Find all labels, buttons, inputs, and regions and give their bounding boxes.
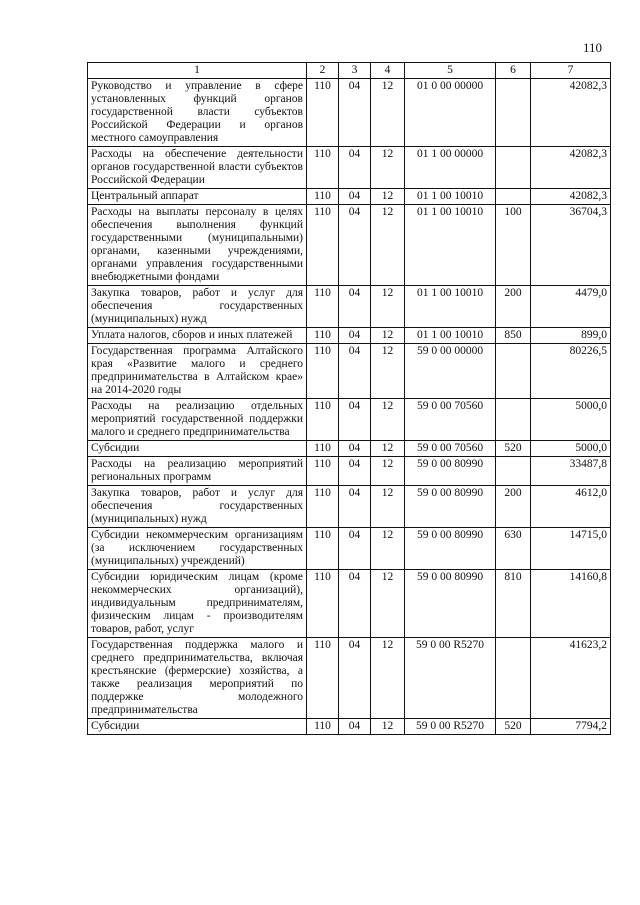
ministry-code-cell: 110: [307, 528, 339, 570]
expense-type-cell: 630: [496, 528, 531, 570]
table-row: [88, 528, 611, 570]
section-code-cell: 04: [339, 205, 371, 286]
section-code-cell: 04: [339, 570, 371, 638]
ministry-code-cell: 110: [307, 570, 339, 638]
table-row: [88, 205, 611, 286]
subsection-code-cell: 12: [371, 344, 405, 399]
amount-cell: 4612,0: [531, 486, 611, 528]
row-name-cell: Закупка товаров, работ и услуг для обеспечения государственных (муниципальных) нужд: [88, 286, 307, 328]
ministry-code-cell: 110: [307, 638, 339, 719]
amount-cell: 5000,0: [531, 399, 611, 441]
amount-cell: 41623,2: [531, 638, 611, 719]
ministry-code-cell: 110: [307, 328, 339, 344]
amount-cell: 42082,3: [531, 189, 611, 205]
expense-type-cell: [496, 638, 531, 719]
table-row: [88, 328, 611, 344]
subsection-code-cell: 12: [371, 399, 405, 441]
row-name-cell: Субсидии: [88, 441, 307, 457]
target-article-cell: 01 1 00 10010: [405, 286, 496, 328]
amount-cell: 42082,3: [531, 147, 611, 189]
section-code-cell: 04: [339, 286, 371, 328]
expense-type-cell: [496, 399, 531, 441]
subsection-code-cell: 12: [371, 528, 405, 570]
subsection-code-cell: 12: [371, 79, 405, 147]
table-row: [88, 441, 611, 457]
ministry-code-cell: 110: [307, 205, 339, 286]
row-name-cell: Расходы на обеспечение деятельности органов государственной власти субъектов Российской Федерации: [88, 147, 307, 189]
subsection-code-cell: 12: [371, 205, 405, 286]
section-code-cell: 04: [339, 528, 371, 570]
ministry-code-cell: 110: [307, 719, 339, 735]
table-row: [88, 286, 611, 328]
subsection-code-cell: 12: [371, 286, 405, 328]
row-name-cell: Государственная программа Алтайского края «Развитие малого и среднего предпринимательства в Алтайском крае» на 2014-2020 годы: [88, 344, 307, 399]
ministry-code-cell: 110: [307, 486, 339, 528]
target-article-cell: 01 1 00 10010: [405, 205, 496, 286]
section-code-cell: 04: [339, 486, 371, 528]
amount-cell: 7794,2: [531, 719, 611, 735]
expense-type-cell: [496, 79, 531, 147]
target-article-cell: 59 0 00 R5270: [405, 719, 496, 735]
row-name-cell: Расходы на реализацию мероприятий региональных программ: [88, 457, 307, 486]
amount-cell: 33487,8: [531, 457, 611, 486]
ministry-code-cell: 110: [307, 189, 339, 205]
column-header: 7: [531, 63, 611, 79]
amount-cell: 36704,3: [531, 205, 611, 286]
target-article-cell: 59 0 00 00000: [405, 344, 496, 399]
subsection-code-cell: 12: [371, 441, 405, 457]
row-name-cell: Расходы на выплаты персоналу в целях обеспечения выполнения функций государственными (муниципальными) органами, казенными учреждениями, органами управления государственными внебюджетными фондами: [88, 205, 307, 286]
amount-cell: 4479,0: [531, 286, 611, 328]
table-row: [88, 486, 611, 528]
target-article-cell: 01 1 00 00000: [405, 147, 496, 189]
target-article-cell: 59 0 00 R5270: [405, 638, 496, 719]
row-name-cell: Руководство и управление в сфере установленных функций органов государственной власти субъектов Российской Федерации и органов местного самоуправления: [88, 79, 307, 147]
subsection-code-cell: 12: [371, 570, 405, 638]
ministry-code-cell: 110: [307, 457, 339, 486]
row-name-cell: Субсидии некоммерческим организациям (за исключением государственных (муниципальных) учреждений): [88, 528, 307, 570]
section-code-cell: 04: [339, 399, 371, 441]
target-article-cell: 59 0 00 70560: [405, 441, 496, 457]
table-row: [88, 344, 611, 399]
expense-type-cell: 100: [496, 205, 531, 286]
table-row: [88, 79, 611, 147]
ministry-code-cell: 110: [307, 399, 339, 441]
amount-cell: 14160,8: [531, 570, 611, 638]
target-article-cell: 01 0 00 00000: [405, 79, 496, 147]
expense-type-cell: 520: [496, 719, 531, 735]
target-article-cell: 01 1 00 10010: [405, 328, 496, 344]
table-row: [88, 399, 611, 441]
section-code-cell: 04: [339, 189, 371, 205]
ministry-code-cell: 110: [307, 441, 339, 457]
budget-table: [87, 62, 611, 735]
row-name-cell: Субсидии: [88, 719, 307, 735]
amount-cell: 5000,0: [531, 441, 611, 457]
expense-type-cell: [496, 457, 531, 486]
row-name-cell: Субсидии юридическим лицам (кроме некоммерческих организаций), индивидуальным предпринимателям, физическим лицам - производителям товаров, работ, услуг: [88, 570, 307, 638]
ministry-code-cell: 110: [307, 286, 339, 328]
amount-cell: 899,0: [531, 328, 611, 344]
subsection-code-cell: 12: [371, 147, 405, 189]
ministry-code-cell: 110: [307, 147, 339, 189]
subsection-code-cell: 12: [371, 719, 405, 735]
row-name-cell: Уплата налогов, сборов и иных платежей: [88, 328, 307, 344]
expense-type-cell: 810: [496, 570, 531, 638]
subsection-code-cell: 12: [371, 638, 405, 719]
section-code-cell: 04: [339, 79, 371, 147]
column-header: 6: [496, 63, 531, 79]
table-row: [88, 189, 611, 205]
expense-type-cell: 200: [496, 486, 531, 528]
page-number: 110: [582, 40, 602, 55]
section-code-cell: 04: [339, 344, 371, 399]
column-header: 4: [371, 63, 405, 79]
row-name-cell: Закупка товаров, работ и услуг для обеспечения государственных (муниципальных) нужд: [88, 486, 307, 528]
row-name-cell: Центральный аппарат: [88, 189, 307, 205]
row-name-cell: Расходы на реализацию отдельных мероприятий государственной поддержки малого и среднего предпринимательства: [88, 399, 307, 441]
section-code-cell: 04: [339, 328, 371, 344]
subsection-code-cell: 12: [371, 486, 405, 528]
ministry-code-cell: 110: [307, 79, 339, 147]
section-code-cell: 04: [339, 457, 371, 486]
amount-cell: 80226,5: [531, 344, 611, 399]
target-article-cell: 59 0 00 70560: [405, 399, 496, 441]
table-row: [88, 638, 611, 719]
expense-type-cell: 520: [496, 441, 531, 457]
subsection-code-cell: 12: [371, 328, 405, 344]
table-row: [88, 719, 611, 735]
target-article-cell: 59 0 00 80990: [405, 457, 496, 486]
section-code-cell: 04: [339, 147, 371, 189]
table-row: [88, 147, 611, 189]
target-article-cell: 59 0 00 80990: [405, 528, 496, 570]
expense-type-cell: [496, 147, 531, 189]
expense-type-cell: [496, 189, 531, 205]
expense-type-cell: [496, 344, 531, 399]
section-code-cell: 04: [339, 638, 371, 719]
section-code-cell: 04: [339, 441, 371, 457]
target-article-cell: 59 0 00 80990: [405, 570, 496, 638]
subsection-code-cell: 12: [371, 189, 405, 205]
column-header: 3: [339, 63, 371, 79]
target-article-cell: 59 0 00 80990: [405, 486, 496, 528]
subsection-code-cell: 12: [371, 457, 405, 486]
table-header-row: [88, 63, 611, 79]
table-row: [88, 457, 611, 486]
expense-type-cell: 850: [496, 328, 531, 344]
table-row: [88, 570, 611, 638]
amount-cell: 14715,0: [531, 528, 611, 570]
row-name-cell: Государственная поддержка малого и среднего предпринимательства, включая крестьянские (фермерские) хозяйства, а также реализация мероприятий по поддержке молодежного предпринимательства: [88, 638, 307, 719]
column-header: 2: [307, 63, 339, 79]
amount-cell: 42082,3: [531, 79, 611, 147]
expense-type-cell: 200: [496, 286, 531, 328]
ministry-code-cell: 110: [307, 344, 339, 399]
section-code-cell: 04: [339, 719, 371, 735]
column-header: 5: [405, 63, 496, 79]
target-article-cell: 01 1 00 10010: [405, 189, 496, 205]
column-header: 1: [88, 63, 307, 79]
